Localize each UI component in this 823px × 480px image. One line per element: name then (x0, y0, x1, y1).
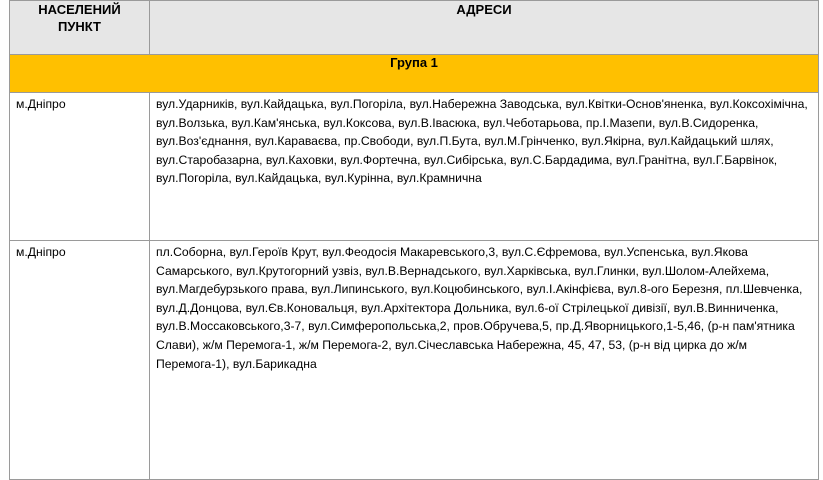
addresses-cell: вул.Ударників, вул.Кайдацька, вул.Погоріла, вул.Набережна Заводська, вул.Квітки-Основ'яненка, вул.Коксохімічна, вул.Волзька, вул.Кам'янська, вул.Коксова, вул.В.Івасюка, вул.Чеботарьова, пр.І.Мазепи, вул.В.Сидоренка, вул.Воз'єднання, вул.Караваєва, пр.Свободи, вул.П.Бута, вул.М.Грінченко, вул.Якірна, вул.Кайдацький шлях, вул.Старобазарна, вул.Каховки, вул.Фортечна, вул.Сибірська, вул.С.Бардадима, вул.Гранітна, вул.Г.Барвінок, вул.Погоріла, вул.Кайдацька, вул.Курінна, вул.Крамнична (150, 93, 819, 241)
table-row (10, 93, 819, 241)
group-row (10, 55, 819, 93)
group-title: Група 1 (10, 55, 819, 93)
table-header-row (10, 1, 819, 55)
addresses-cell: пл.Соборна, вул.Героїв Крут, вул.Феодосія Макаревського,3, вул.С.Єфремова, вул.Успенська, вул.Якова Самарського, вул.Крутогорний узвіз, вул.В.Вернадського, вул.Харківська, вул.Глинки, вул.Шолом-Алейхема, вул.Магдебурзького права, вул.Липинського, вул.Коцюбинського, вул.І.Акінфієва, вул.8-ого Березня, пл.Шевченка, вул.Д.Донцова, вул.Єв.Коновальця, вул.Архітектора Дольника, вул.6-ої Стрілецької дивізії, вул.В.Винниченка, вул.В.Моссаковського,3-7, вул.Симферопольська,2, пров.Обручева,5, пр.Д.Яворницького,1-5,46, (р-н пам'ятника Слави), ж/м Перемога-1, ж/м Перемога-2, вул.Січеславська Набережна, 45, 47, 53, (р-н від цирка до ж/м Перемога-1), вул.Барикадна (150, 241, 819, 480)
place-column-header: НАСЕЛЕНИЙ ПУНКТ (10, 1, 150, 55)
address-column-header: АДРЕСИ (150, 1, 819, 55)
schedule-table (9, 0, 819, 480)
place-cell: м.Дніпро (10, 241, 150, 480)
place-cell: м.Дніпро (10, 93, 150, 241)
table-row (10, 241, 819, 480)
